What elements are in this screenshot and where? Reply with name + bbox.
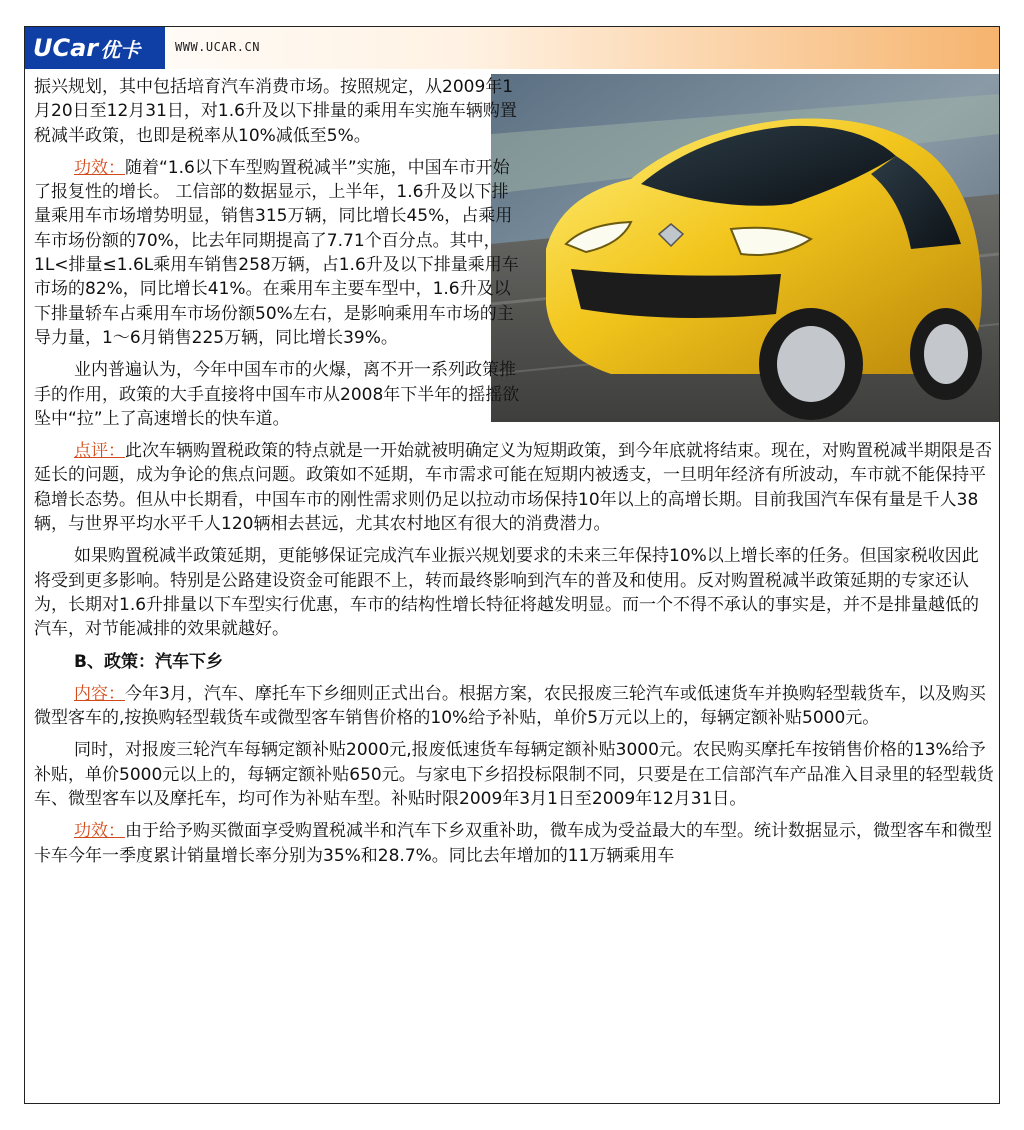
label-effect: 功效： [74, 157, 125, 178]
paragraph-content [34, 682, 994, 731]
paragraph-effect-2 [34, 819, 994, 868]
paragraph-effect-1-text: 随着“1.6以下车型购置税减半”实施，中国车市开始了报复性的增长。 工信部的数据显示，上半年，1.6升及以下排量乘用车市场增势明显，销售315万辆，同比增长45%，占乘用车市场份额的70%，比去年同期提高了7.71个百分点。其中，1L<排量≤1.6L乘用车销售258万辆，占1.6升及以下排量乘用车市场的82%，同比增长41%。在乘用车主要车型中，1.6升及以下排量轿车占乘用车市场份额50%左右，是影响乘用车市场的主导力量，1～6月销售225万辆，同比增长39%。 [34, 157, 519, 348]
paragraph-comment-text: 此次车辆购置税政策的特点就是一开始就被明确定义为短期政策，到今年底就将结束。现在，对购置税减半期限是否延长的问题，成为争论的焦点问题。政策如不延期，车市需求可能在短期内被透支，一旦明年经济有所波动，车市就不能保持平稳增长态势。但从中长期看，中国车市的刚性需求则仍足以拉动市场保持10年以上的高增长期。目前我国汽车保有量是千人38辆，与世界平均水平千人120辆相去甚远，尤其农村地区有很大的消费潜力。 [34, 441, 992, 535]
paragraph-subsidy: 同时，对报废三轮汽车每辆定额补贴2000元,报废低速货车每辆定额补贴3000元。农民购买摩托车按销售价格的13%给予补贴，单价5000元以上的，每辆定额补贴650元。与家电下乡招投标限制不同，只要是在工信部汽车产品准入目录里的轻型载货车、微型客车以及摩托车，均可作为补贴车型。补贴时限2009年3月1日至2009年12月31日。 [34, 740, 994, 810]
label-content: 内容： [74, 683, 125, 704]
paragraph-content-text: 今年3月，汽车、摩托车下乡细则正式出台。根据方案，农民报废三轮汽车或低速货车并换购轻型载货车，以及购买微型客车的,按换购轻型载货车或微型客车销售价格的10%给予补贴，单价5万元以上的，每辆定额补贴5000元。 [34, 683, 986, 729]
section-heading-b: B、政策：汽车下乡 [74, 651, 223, 672]
label-effect-2: 功效： [74, 821, 125, 842]
logo-chinese: 优卡 [100, 37, 141, 62]
document-page [24, 26, 1000, 1104]
label-comment: 点评： [74, 441, 125, 462]
paragraph-effect-2-text: 由于给予购买微面享受购置税减半和汽车下乡双重补助，微车成为受益最大的车型。统计数据显示，微型客车和微型卡车今年一季度累计销量增长率分别为35%和28.7%。同比去年增加的11万辆乘用车 [34, 821, 992, 866]
paragraph-extension: 如果购置税减半政策延期，更能够保证完成汽车业振兴规划要求的未来三年保持10%以上增长率的任务。但国家税收因此将受到更多影响。特别是公路建设资金可能跟不上，转而最终影响到汽车的普及和使用。反对购置税减半政策延期的专家还认为，长期对1.6升排量以下车型实行优惠，车市的结构性增长特征将越发明显。而一个不得不承认的事实是，并不是排量越低的汽车，对节能减排的效果就越好。 [34, 546, 980, 640]
logo-latin: UCar [33, 34, 99, 62]
paragraph-industry-view: 业内普遍认为，今年中国车市的火爆，离不开一系列政策推手的作用，政策的大手直接将中国车市从2008年下半年的摇摇欲坠中“拉”上了高速增长的快车道。 [34, 360, 520, 429]
ucar-logo [25, 27, 165, 69]
page-header [25, 27, 999, 69]
site-url: WWW.UCAR.CN [175, 40, 260, 54]
paragraph-intro: 振兴规划，其中包括培育汽车消费市场。按照规定，从2009年1月20日至12月31日，对1.6升及以下排量的乘用车实施车辆购置税减半政策，也即是税率从10%减低至5%。 [34, 77, 517, 146]
image-float-spacer [524, 75, 994, 429]
paragraph-comment [34, 439, 994, 536]
article-body [34, 75, 994, 868]
